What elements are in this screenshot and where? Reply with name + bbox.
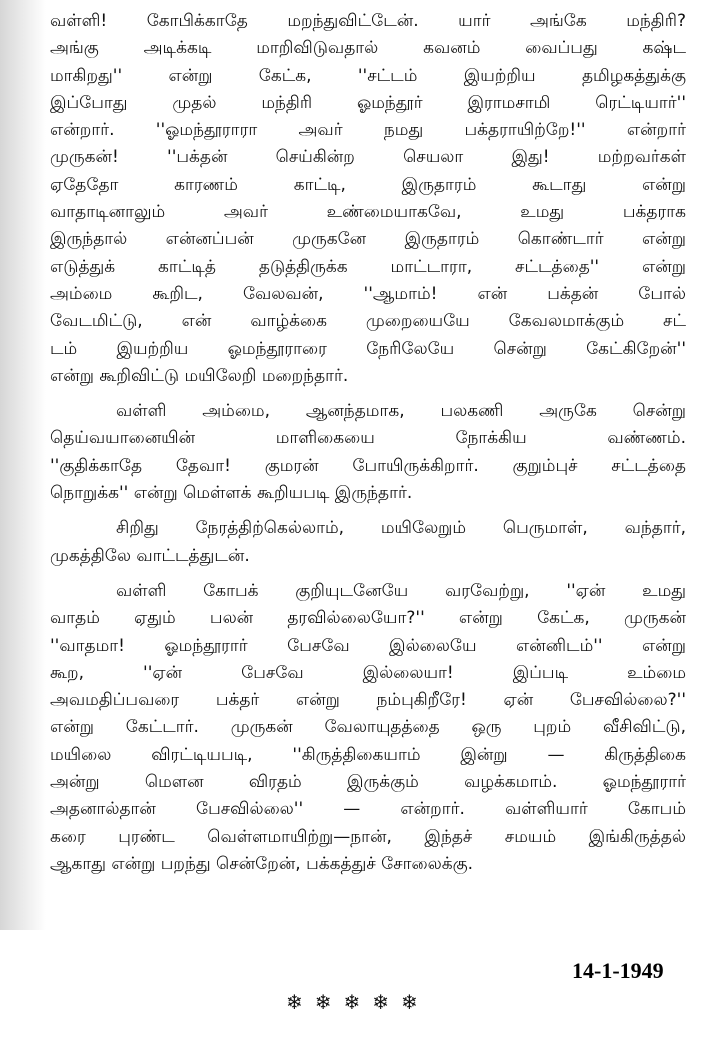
- text-line: ''வாதமா! ஓமந்தூரார் பேசவே இல்லையே என்னிடம்'' என்று: [50, 635, 686, 656]
- text-line: இப்போது முதல் மந்திரி ஓமந்தூர் இராமசாமி ரெட்டியார்'': [50, 92, 686, 113]
- text-line: எடுத்துக் காட்டித் தடுத்திருக்க மாட்டாரா, சட்டத்தை'' என்று: [50, 256, 686, 277]
- text-line: தெய்வயானையின் மாளிகையை நோக்கிய வண்ணம்.: [50, 428, 686, 449]
- text-line: வள்ளி! கோபிக்காதே மறந்துவிட்டேன். யார் அங்கே மந்திரி?: [50, 11, 686, 31]
- body-text: [50, 8, 686, 878]
- text-line: வாதாடினாலும் அவர் உண்மையாகவே, உமது பக்தராக: [50, 202, 686, 223]
- text-line: அதனால்தான் பேசவில்லை'' — என்றார். வள்ளியார் கோபம்: [50, 799, 686, 820]
- text-line: அங்கு அடிக்கடி மாறிவிடுவதால் கவனம் வைப்பது கஷ்ட: [50, 38, 686, 59]
- paragraph-4: [50, 578, 686, 878]
- text-line: மயிலை விரட்டியபடி, ''கிருத்திகையாம் இன்று — கிருத்திகை: [50, 744, 686, 765]
- text-line: வேடமிட்டு, என் வாழ்க்கை முறையையே கேவலமாக்கும் சட்: [50, 311, 686, 332]
- text-line: முருகன்! ''பக்தன் செய்கின்ற செயலா இது! மற்றவர்கள்: [50, 147, 686, 168]
- ornament-stars: ❄❄❄❄❄: [286, 990, 430, 1014]
- text-line: மாகிறது'' என்று கேட்க, ''சட்டம் இயற்றிய தமிழகத்துக்கு: [50, 65, 686, 86]
- text-line: அம்மை கூறிட, வேலவன், ''ஆமாம்! என் பக்தன் போல்: [50, 283, 686, 304]
- scan-shadow-edge: [0, 0, 46, 930]
- text-line: முகத்திலே வாட்டத்துடன்.: [50, 545, 250, 566]
- text-line: ''குதிக்காதே தேவா! குமரன் போயிருக்கிறார். குறும்புச் சட்டத்தை: [50, 455, 686, 476]
- text-line: அவமதிப்பவரை பக்தர் என்று நம்புகிறீரே! ஏன் பேசவில்லை?'': [50, 690, 686, 711]
- text-line: நொறுக்க'' என்று மெள்ளக் கூறியபடி இருந்தார்.: [50, 483, 413, 504]
- text-line: என்றார். ''ஓமந்தூராரா அவர் நமது பக்தராயிற்றே!'' என்றார்: [50, 120, 686, 141]
- text-line: டம் இயற்றிய ஓமந்தூராரை நேரிலேயே சென்று கேட்கிறேன்'': [50, 338, 686, 359]
- text-line: ஆகாது என்று பறந்து சென்றேன், பக்கத்துச் சோலைக்கு.: [50, 853, 473, 874]
- text-line: என்று கூறிவிட்டு மயிலேறி மறைந்தார்.: [50, 365, 349, 386]
- text-line: வாதம் ஏதும் பலன் தரவில்லையோ?'' என்று கேட்க, முருகன்: [50, 608, 686, 629]
- text-line: கூற, ''ஏன் பேசவே இல்லையா! இப்படி உம்மை: [50, 662, 686, 683]
- text-line: ஏதேதோ காரணம் காட்டி, இருதாரம் கூடாது என்று: [50, 174, 686, 195]
- text-line: இருந்தால் என்னப்பன் முருகனே இருதாரம் கொண்டார் என்று: [50, 229, 686, 250]
- text-line: சிறிது நேரத்திற்கெல்லாம், மயிலேறும் பெருமாள், வந்தார்,: [116, 518, 686, 539]
- text-line: வள்ளி அம்மை, ஆனந்தமாக, பலகணி அருகே சென்று: [116, 401, 686, 422]
- text-line: கரை புரண்ட வெள்ளமாயிற்று—நான், இந்தச் சமயம் இங்கிருத்தல்: [50, 826, 686, 847]
- publication-date: 14-1-1949: [572, 958, 664, 983]
- paragraph-2: [50, 398, 686, 507]
- text-line: அன்று மெளன விரதம் இருக்கும் வழக்கமாம். ஓமந்தூரார்: [50, 772, 686, 793]
- paragraph-1: [50, 8, 686, 390]
- text-line: வள்ளி கோபக் குறியுடனேயே வரவேற்று, ''ஏன் உமது: [116, 580, 686, 601]
- text-line: என்று கேட்டார். முருகன் வேலாயுதத்தை ஒரு புறம் வீசிவிட்டு,: [50, 717, 686, 738]
- paragraph-3: [50, 515, 686, 570]
